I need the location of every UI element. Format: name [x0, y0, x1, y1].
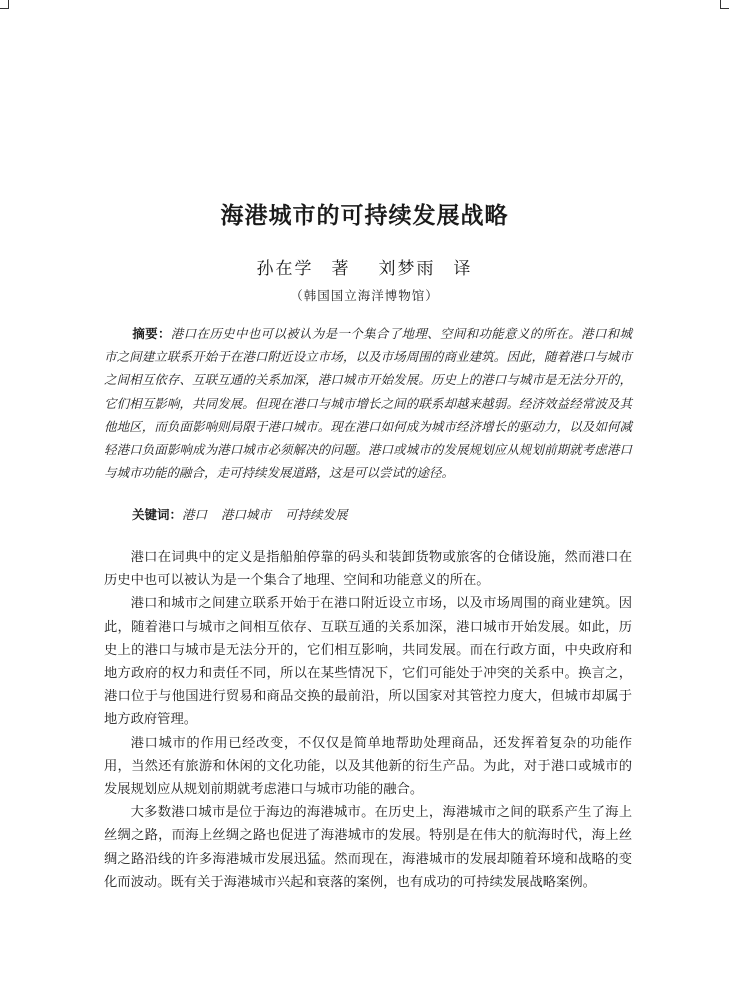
crop-mark-top-left: [0, 0, 9, 9]
body-paragraph: 港口和城市之间建立联系开始于在港口附近设立市场，以及市场周围的商业建筑。因此，随着港口与城市之间相互依存、互联互通的关系加深，港口城市开始发展。如此，历史上的港口与城市是无法分开的，它们相互影响，共同发展。而在行政方面，中央政府和地方政府的权力和责任不同，所以在某些情况下，它们可能处于冲突的关系中。换言之，港口位于与他国进行贸易和商品交换的最前沿，所以国家对其管控力度大，但城市却属于地方政府管理。: [104, 596, 632, 728]
keyword: 港口: [182, 507, 208, 522]
abstract: [104, 322, 632, 484]
crop-mark-top-right: [720, 0, 729, 9]
keyword: 可持续发展: [285, 507, 348, 522]
author-name: 孙在学: [256, 259, 314, 279]
abstract-label: 摘要：: [132, 326, 171, 341]
body-paragraph: 港口在词典中的定义是指船舶停靠的码头和装卸货物或旅客的仓储设施，然而港口在历史中也可以被认为是一个集合了地理、空间和功能意义的所在。: [104, 550, 632, 589]
abstract-text: 港口在历史中也可以被认为是一个集合了地理、空间和功能意义的所在。港口和城市之间建立联系开始于在港口附近设立市场，以及市场周围的商业建筑。因此，随着港口与城市之间相互依存、互联互通的关系加深，港口城市开始发展。历史上的港口与城市是无法分开的，它们相互影响，共同发展。但现在港口与城市增长之间的联系却越来越弱。经济效益经常波及其他地区，而负面影响则局限于港口城市。现在港口如何成为城市经济增长的驱动力，以及如何减轻港口负面影响成为港口城市必须解决的问题。港口或城市的发展规划应从规划前期就考虑港口与城市功能的融合，走可持续发展道路，这是可以尝试的途径。: [104, 326, 632, 481]
keywords: [132, 505, 632, 523]
translator-role: 译: [453, 259, 473, 279]
keyword: 港口城市: [221, 507, 272, 522]
article-body: [104, 546, 632, 894]
body-paragraph: 大多数港口城市是位于海边的海港城市。在历史上，海港城市之间的联系产生了海上丝绸之路，而海上丝绸之路也促进了海港城市的发展。特别是在伟大的航海时代，海上丝绸之路沿线的许多海港城市发展迅猛。然而现在，海港城市的发展却随着环境和战略的变化而波动。既有关于海港城市兴起和衰落的案例，也有成功的可持续发展战略案例。: [104, 805, 632, 890]
body-paragraph: 港口城市的作用已经改变，不仅仅是简单地帮助处理商品，还发挥着复杂的功能作用，当然还有旅游和休闲的文化功能，以及其他新的衍生产品。为此，对于港口或城市的发展规划应从规划前期就考虑港口与城市功能的融合。: [104, 735, 632, 798]
affiliation: （韩国国立海洋博物馆）: [290, 288, 439, 303]
author-role: 著: [331, 259, 351, 279]
translator-name: 刘梦雨: [378, 259, 436, 279]
author-line: [0, 254, 729, 279]
article-title: 海港城市的可持续发展战略: [220, 203, 509, 229]
keywords-label: 关键词：: [132, 507, 183, 522]
